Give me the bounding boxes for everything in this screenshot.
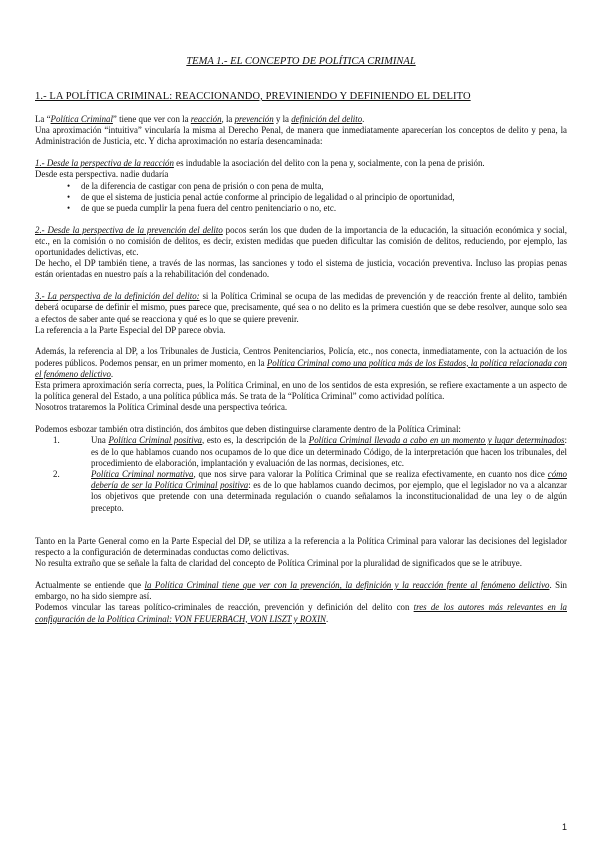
politica-criminal-term: Política Criminal [50, 114, 113, 124]
ademas-paragraph: Además, la referencia al DP, a los Tribunales de Justicia, Centros Penitenciarios, Policía, etc., nos conecta, inmediatamente, con la actuación de los poderes públicos. Podemos pensar, en un primer momento, en la Política Criminal como una política más de los Estados, la política relacionada con el fenómeno delictivo. [35, 346, 567, 379]
bullet-item: • de que el sistema de justicia penal actúe conforme al principio de legalidad o al principio de oportunidad, [67, 192, 567, 203]
prevencion-term: prevención [234, 114, 274, 124]
document-title: TEMA 1.- EL CONCEPTO DE POLÍTICA CRIMINAL [186, 56, 416, 67]
section-heading: 1.- LA POLÍTICA CRIMINAL: REACCIONANDO, PREVINIENDO Y DEFINIENDO EL DELITO [35, 91, 471, 102]
tanto-line2: No resulta extraño que se señale la falta de claridad del concepto de Política Criminal por la pluralidad de significados que se le atribuye. [35, 558, 522, 569]
tanto-paragraph: Tanto en la Parte General como en la Parte Especial del DP, se utiliza a la referencia a la Política Criminal para valorar las decisiones del legislador respecto a la configuración de determinadas conductas como delictivas. [35, 535, 567, 557]
ademas-line3: Nosotros trataremos la Política Criminal desde una perspectiva teórica. [35, 402, 288, 413]
prevencion-line2: De hecho, el DP también tiene, a través de las normas, las sanciones y todo el sistema de justicia, vocación preventiva. Incluso las propias penas están orientadas en nuestro país a la rehabilitación del condenado. [35, 258, 567, 280]
reaccion-lead: 1.- Desde la perspectiva de la reacción [35, 158, 174, 169]
list-item: 1. Una Política Criminal positiva, esto es, la descripción de la Política Criminal llevada a cabo en un momento y lugar determinados: es de lo que hablamos cuando nos ocupamos de lo que dice un determinado Código, de la interpretación que hacen los tribunales, del procedimiento de elaboración, implantación y evaluación de las normas, decisiones, etc. [53, 435, 567, 468]
ademas-line2: Esta primera aproximación sería correcta, pues, la Política Criminal, en uno de los sentidos de esta expresión, se refiere exactamente a un aspecto de la política general del Estado, a una política pública más. Se trata de la “Política Criminal” como actividad política. [35, 380, 567, 402]
definicion-paragraph: 3.- La perspectiva de la definición del delito: si la Política Criminal se ocupa de las medidas de prevención y de reacción frente al delito, también deberá ocuparse de definir el mismo, pues parece que, precisamente, qué sea o no delito es la primera cuestión que se debe resolver, aunque solo sea a efectos de saber ante qué se reacciona y qué es lo que se quiere prevenir. [35, 291, 567, 324]
autores-paragraph: Podemos vincular las tareas político-criminales de reacción, prevención y definición del delito con tres de los autores más relevantes en la configuración de la Política Criminal: VON FEUERBACH, VON LISZT y ROXIN. [35, 602, 567, 624]
intro-paragraph-2: Una aproximación “intuitiva” vincularía la misma al Derecho Penal, de manera que inmediatamente aparecerían los conceptos de delito y pena, la Administración de Justicia, etc. Y dicha aproximación no estaría desencaminada: [35, 125, 567, 147]
actualmente-paragraph: Actualmente se entiende que la Política Criminal tiene que ver con la prevención, la definición y la reacción frente al fenómeno delictivo. Sin embargo, no ha sido siempre así. [35, 579, 567, 602]
intro-paragraph: La “Política Criminal” tiene que ver con la reacción, la prevención y la definición del delito. [35, 114, 365, 124]
prevencion-lead: 2.- Desde la perspectiva de la prevención del delito [35, 224, 223, 235]
definicion-line2: La referencia a la Parte Especial del DP parece obvia. [35, 324, 226, 335]
reaccion-bullet-list [35, 181, 567, 215]
prevencion-paragraph: 2.- Desde la perspectiva de la prevención del delito pocos serán los que duden de la importancia de la educación, la situación económica y social, etc., en la comisión o no comisión de delitos, es decir, existen medidas que pueden dificultar las comisión de delitos, reduciendo, por ejemplo, las oportunidades delictivas, etc. [35, 224, 567, 258]
list-item: 2. Política Criminal normativa, que nos sirve para valorar la Política Criminal que se realiza efectivamente, en cuanto nos dice cómo debería de ser la Política Criminal positiva: es de lo que hablamos cuando decimos, por ejemplo, que el legislador no va a alcanzar los objetivos que pretende con una determinada regulación o cuando señalamos la inconstitucionalidad de una ley o de algún precepto. [53, 468, 567, 513]
reaccion-line2: Desde esta perspectiva. nadie dudaría [35, 169, 169, 180]
pc-positiva-term: Política Criminal positiva [108, 435, 202, 446]
authors-names: VON FEUERBACH, VON LISZT y ROXIN [174, 613, 326, 624]
definicion-lead: 3.- La perspectiva de la definición del delito: [35, 291, 200, 302]
bullet-item: • de la diferencia de castigar con pena de prisión o con pena de multa, [67, 181, 567, 192]
definicion-term: definición del delito [291, 114, 363, 124]
pc-normativa-term: Política Criminal normativa [91, 468, 194, 479]
reaccion-term: reacción [190, 114, 222, 124]
reaccion-paragraph: 1.- Desde la perspectiva de la reacción es indudable la asociación del delito con la pena y, socialmente, con la pena de prisión. [35, 158, 485, 169]
distincion-list [35, 435, 567, 513]
bullet-item: • de que se pueda cumplir la pena fuera del centro penitenciario o no, etc. [67, 203, 567, 214]
page-number: 1 [561, 822, 567, 832]
politica-publica-term: Política Criminal como una política más de los Estados, la política relacionada con el fenómeno delictivo [35, 357, 567, 379]
distincion-intro: Podemos esbozar también otra distinción, dos ámbitos que deben distinguirse claramente dentro de la Política Criminal: [35, 424, 461, 435]
